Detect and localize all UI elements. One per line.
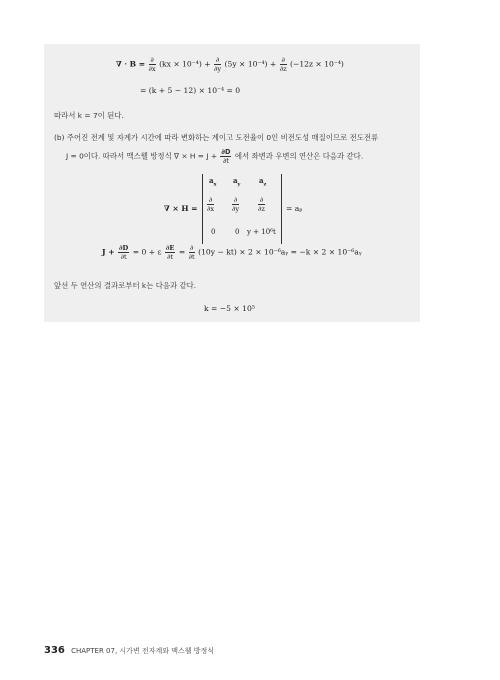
- divergence-equation: ∇ · B = $\frac{\partial}{\partial x}$ (kx × 10⁻⁴) + $\frac{\partial}{\partial y}$ (5y × 10⁻⁴) + $\frac{\partial}{\partial z}$ (−12z × 10⁻⁴): [116, 56, 344, 73]
- divergence-result: = (k + 5 − 12) × 10⁻⁴ = 0: [140, 86, 241, 95]
- part-b-conclusion: 앞선 두 연산의 결과로부터 k는 다음과 같다.: [54, 281, 197, 290]
- curl-lhs: ∇ × H =: [164, 204, 198, 213]
- displacement-current-equation: J + $\frac{\partial D}{\partial t}$ = 0 + ε $\frac{\partial E}{\partial t}$ = $\frac{\partial}{\partial t}$ (10y − kt) × 2 × 10⁻⁶aᵧ = −k × 2 × 10⁻⁶aᵧ: [102, 244, 362, 261]
- curl-determinant: $a_x$ $a_y$ $a_z$ $\frac{\partial}{\partial x}$ $\frac{\partial}{\partial y}$ $\frac{\partial}{\partial z}$ 0 0 y + 10⁶t: [202, 174, 282, 244]
- part-b-statement-line2: J = 0이다. 따라서 맥스웰 방정식 ∇ × H = J + $\frac{\partial D}{\partial t}$ 에서 좌변과 우변의 연산은 다음과 같다.: [66, 148, 364, 165]
- part-b-statement-line1: (b) 주어진 전계 및 자계가 시간에 따라 변화하는 계이고 도전율이 0인 비전도성 매질이므로 전도전류: [54, 133, 379, 142]
- final-answer: k = −5 × 10⁵: [204, 304, 255, 313]
- part-a-conclusion: 따라서 k = 7이 된다.: [54, 111, 124, 120]
- page-footer: [44, 645, 214, 656]
- page-number: 336: [44, 645, 65, 656]
- solution-panel: [44, 44, 420, 322]
- chapter-title: CHAPTER 07, 시가변 전자계와 맥스웰 방정식: [71, 647, 214, 655]
- curl-result: = aₚ: [286, 204, 303, 213]
